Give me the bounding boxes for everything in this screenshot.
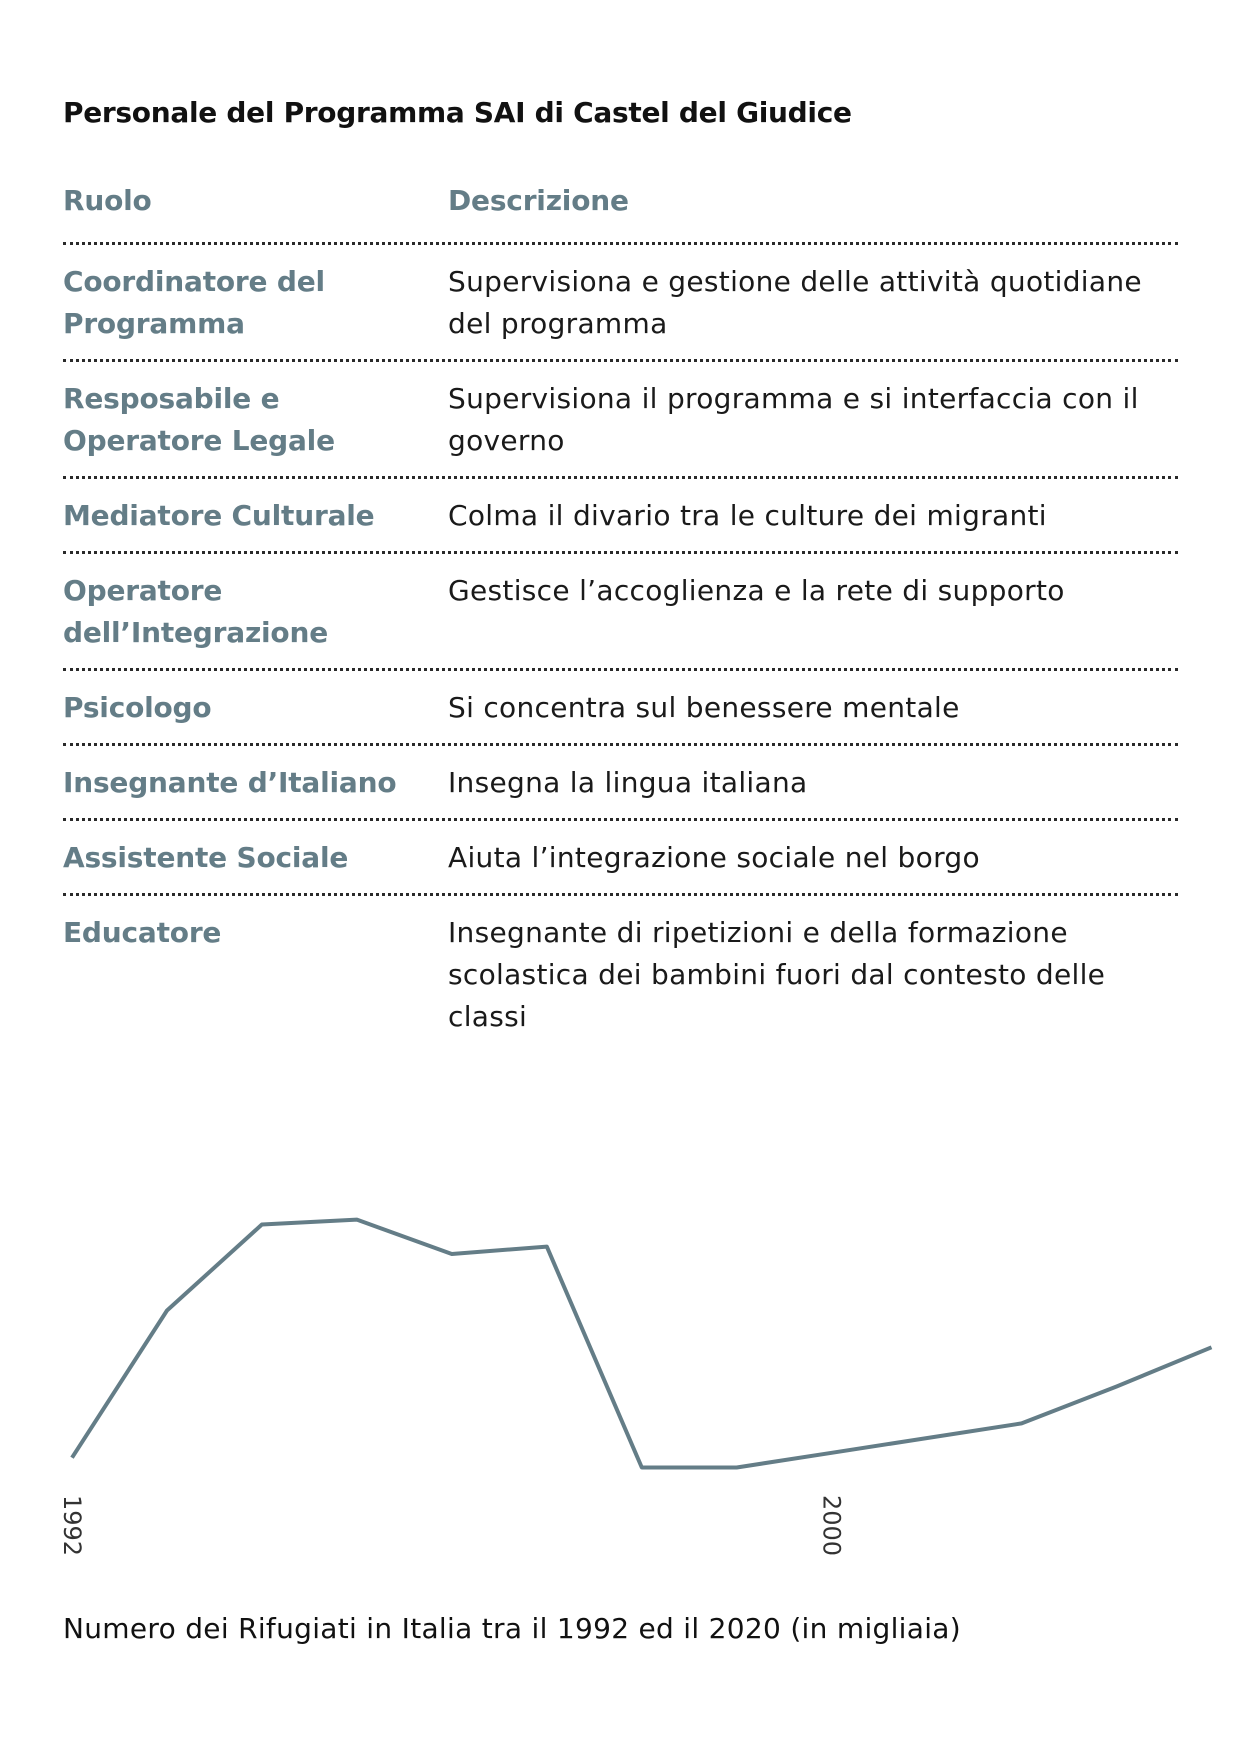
header-role: Ruolo bbox=[63, 184, 152, 217]
row-description: Insegna la lingua italiana bbox=[448, 766, 808, 799]
header-description: Descrizione bbox=[448, 184, 629, 217]
row-description: Aiuta l’integrazione sociale nel borgo bbox=[448, 841, 980, 874]
table-row bbox=[63, 245, 1178, 345]
table-header-row bbox=[63, 180, 1178, 222]
row-description: Supervisiona il programma e si interfaccia con il governo bbox=[448, 382, 1139, 457]
chart-caption: Numero dei Rifugiati in Italia tra il 1992 ed il 2020 (in migliaia) bbox=[63, 1612, 961, 1645]
table-row bbox=[63, 479, 1178, 537]
series-line bbox=[72, 1220, 1212, 1468]
row-role: Psicologo bbox=[63, 691, 212, 724]
table-row bbox=[63, 896, 1178, 1038]
refugees-line-chart bbox=[0, 1160, 1240, 1580]
row-role: Resposabile e Operatore Legale bbox=[63, 382, 335, 457]
row-role: Educatore bbox=[63, 916, 222, 949]
row-description: Gestisce l’accoglienza e la rete di supporto bbox=[448, 574, 1065, 607]
row-role: Insegnante d’Italiano bbox=[63, 766, 397, 799]
page-title: Personale del Programma SAI di Castel del Giudice bbox=[63, 96, 852, 129]
table-row bbox=[63, 671, 1178, 729]
row-description: Colma il divario tra le culture dei migranti bbox=[448, 499, 1047, 532]
row-description: Si concentra sul benessere mentale bbox=[448, 691, 960, 724]
table-row bbox=[63, 362, 1178, 462]
chart-x-axis bbox=[58, 1495, 846, 1556]
table-row bbox=[63, 554, 1178, 654]
table-body bbox=[63, 242, 1178, 1038]
table-row bbox=[63, 821, 1178, 879]
row-role: Assistente Sociale bbox=[63, 841, 349, 874]
row-role: Operatore dell’Integrazione bbox=[63, 574, 328, 649]
chart-series bbox=[72, 1220, 1212, 1468]
row-description: Insegnante di ripetizioni e della formazione scolastica dei bambini fuori dal contesto delle classi bbox=[448, 916, 1106, 1033]
staff-table bbox=[63, 180, 1178, 1038]
row-description: Supervisiona e gestione delle attività quotidiane del programma bbox=[448, 265, 1142, 340]
row-role: Coordinatore del Programma bbox=[63, 265, 325, 340]
x-tick-label: 2000 bbox=[817, 1495, 846, 1557]
table-row bbox=[63, 746, 1178, 804]
x-tick-label: 1992 bbox=[58, 1495, 86, 1557]
row-role: Mediatore Culturale bbox=[63, 499, 375, 532]
